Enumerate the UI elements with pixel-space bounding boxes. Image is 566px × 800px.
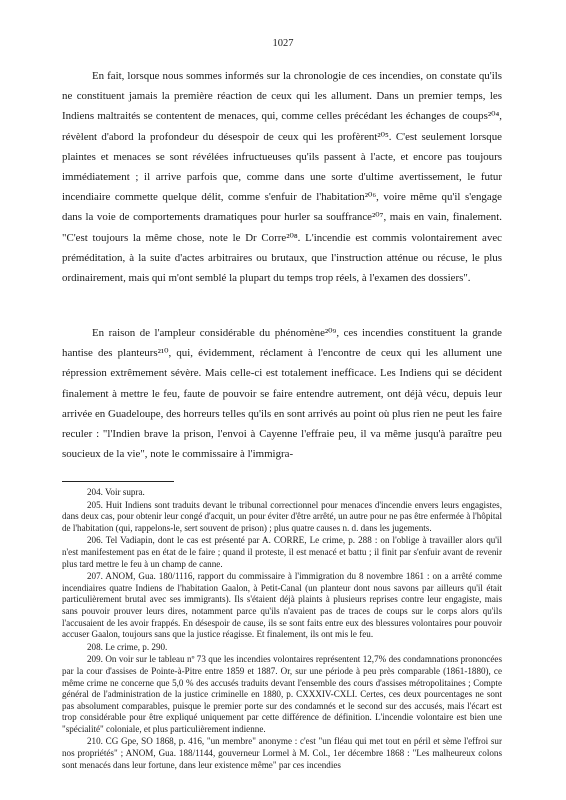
paragraph-text: En raison de l'ampleur considérable du phénomène²⁰⁹, ces incendies constituent la grande hantise des planteurs²¹⁰, qui, évidemment, réclament à l'encontre de ceux qui les allument une répression extrêmement sévère. Mais celle-ci est totalement inefficace. Les Indiens qui se décident finalement à mettre le feu, faute de pouvoir se faire entendre autrement, ont déjà vécu, depuis leur arrivée en Guadeloupe, des horreurs telles qu'ils en sont arrivés au point où plus rien ne peut les faire reculer : "l'Indien brave la prison, l'envoi à Cayenne l'effraie peu, il va même jusqu'à paraître peu soucieux de la vie", note le commissaire à l'immigra- [62, 327, 502, 461]
footnote-204: 204. Voir supra. [87, 487, 145, 497]
footnote-206: 206. Tel Vadiapin, dont le cas est présenté par A. CORRE, Le crime, p. 288 : on l'oblige à travailler alors qu'il n'est manifestement pas en état de le faire ; quand il proteste, il est menacé et battu ; il finit par s'enfuir avant de revenir plus tard mettre le feu à un champ de canne. [62, 535, 502, 569]
footnote-207: 207. ANOM, Gua. 180/1116, rapport du commissaire à l'immigration du 8 novembre 1861 : on a arrêté comme incendiaires quatre Indiens de l'habitation Gaalon, à Petit-Canal (un planteur dont nous savons par ailleurs qu'il était particulièrement brutal avec ses immigrants). Ils s'étaient déjà plaints à plusieurs reprises contre leur engagiste, mais sans pouvoir prouver leurs dires, notamment parce qu'ils n'avaient pas de traces de coups sur le corps alors qu'ils l'accusaient de les avoir frappés. En désespoir de cause, ils se sont faits entre eux des blessures volontaires pour pouvoir accuser Gaalon, toujours sans que la justice réagisse. Et finalement, ils ont mis le feu. [62, 571, 502, 640]
footnote-209: 209. On voir sur le tableau nº 73 que les incendies volontaires représentent 12,7% des condamnations prononcées par la cour d'assises de Pointe-à-Pitre entre 1859 et 1887. Or, sur une période à peu près comparable (1861-1880), ce même crime ne concerne que 5,0 % des accusés traduits devant l'ensemble des cours d'assises métropolitaines ; Compte général de l'administration de la justice criminelle en 1880, p. CXXXIV-CXLI. Certes, ces deux pourcentages ne sont pas absolument comparables, puisque le premier porte sur des condamnés et le second sur des accusés, mais l'écart est trop considérable pour être expliqué uniquement par cette différence de définition. L'incendie volontaire est bien une "spécialité" coloniale, et plus particulièrement indienne. [62, 654, 502, 734]
footnote-210: 210. CG Gpe, SO 1868, p. 416, "un membre" anonyme : c'est "un fléau qui met tout en péril et sème l'effroi sur nos propriétés" ; ANOM, Gua. 188/1144, gouverneur Lormel à M. Col., 1er décembre 1868 : "Les malheureux colons sont menacés dans leur fortune, dans leur existence même" par ces incendies [62, 736, 502, 770]
paragraph-text: En fait, lorsque nous sommes informés sur la chronologie de ces incendies, on constate qu'ils ne constituent jamais la première réaction de ceux qui les allument. Dans un premier temps, les Indiens maltraités se contentent de menaces, qui, comme celles précédant les échanges de coups²⁰⁴, révèlent d'abord la profondeur du désespoir de ceux qui les profèrent²⁰⁵. C'est seulement lorsque plaintes et menaces se sont révélées infructueuses qu'ils passent à l'acte, et encore pas toujours immédiatement ; il arrive parfois que, comme dans une sorte d'ultime avertissement, le futur incendiaire commette quelque délit, comme s'enfuir de l'habitation²⁰⁶, voire même qu'il s'engage dans la voie de comportements dramatiques pour hurler sa souffrance²⁰⁷, mais en vain, finalement. "C'est toujours la même chose, note le Dr Corre²⁰⁸. L'incendie est commis volontairement avec préméditation, à la suite d'actes arbitraires ou brutaux, que l'instruction atténue ou récuse, le plus ordinairement, mais qui m'ont semblé la plupart du temps trop réels, à l'examen des dossiers". [62, 70, 502, 285]
footnote-208: 208. Le crime, p. 290. [87, 641, 168, 652]
body-paragraph-1 [62, 66, 502, 288]
page-number: 1027 [272, 38, 294, 49]
footnotes [62, 487, 502, 771]
body-paragraph-2 [62, 323, 502, 464]
footnote-205: 205. Huit Indiens sont traduits devant le tribunal correctionnel pour menaces d'incendie envers leurs engagistes, dans deux cas, pour obtenir leur congé d'acquit, un pour éviter d'être arrêté, un autre pour ne pas être enfermée à l'hôpital de l'habitation (qui, rappelons-le, sert souvent de prison) ; plus quatre causes n. d. dans les jugements. [62, 499, 502, 533]
footnote-separator [62, 481, 174, 482]
